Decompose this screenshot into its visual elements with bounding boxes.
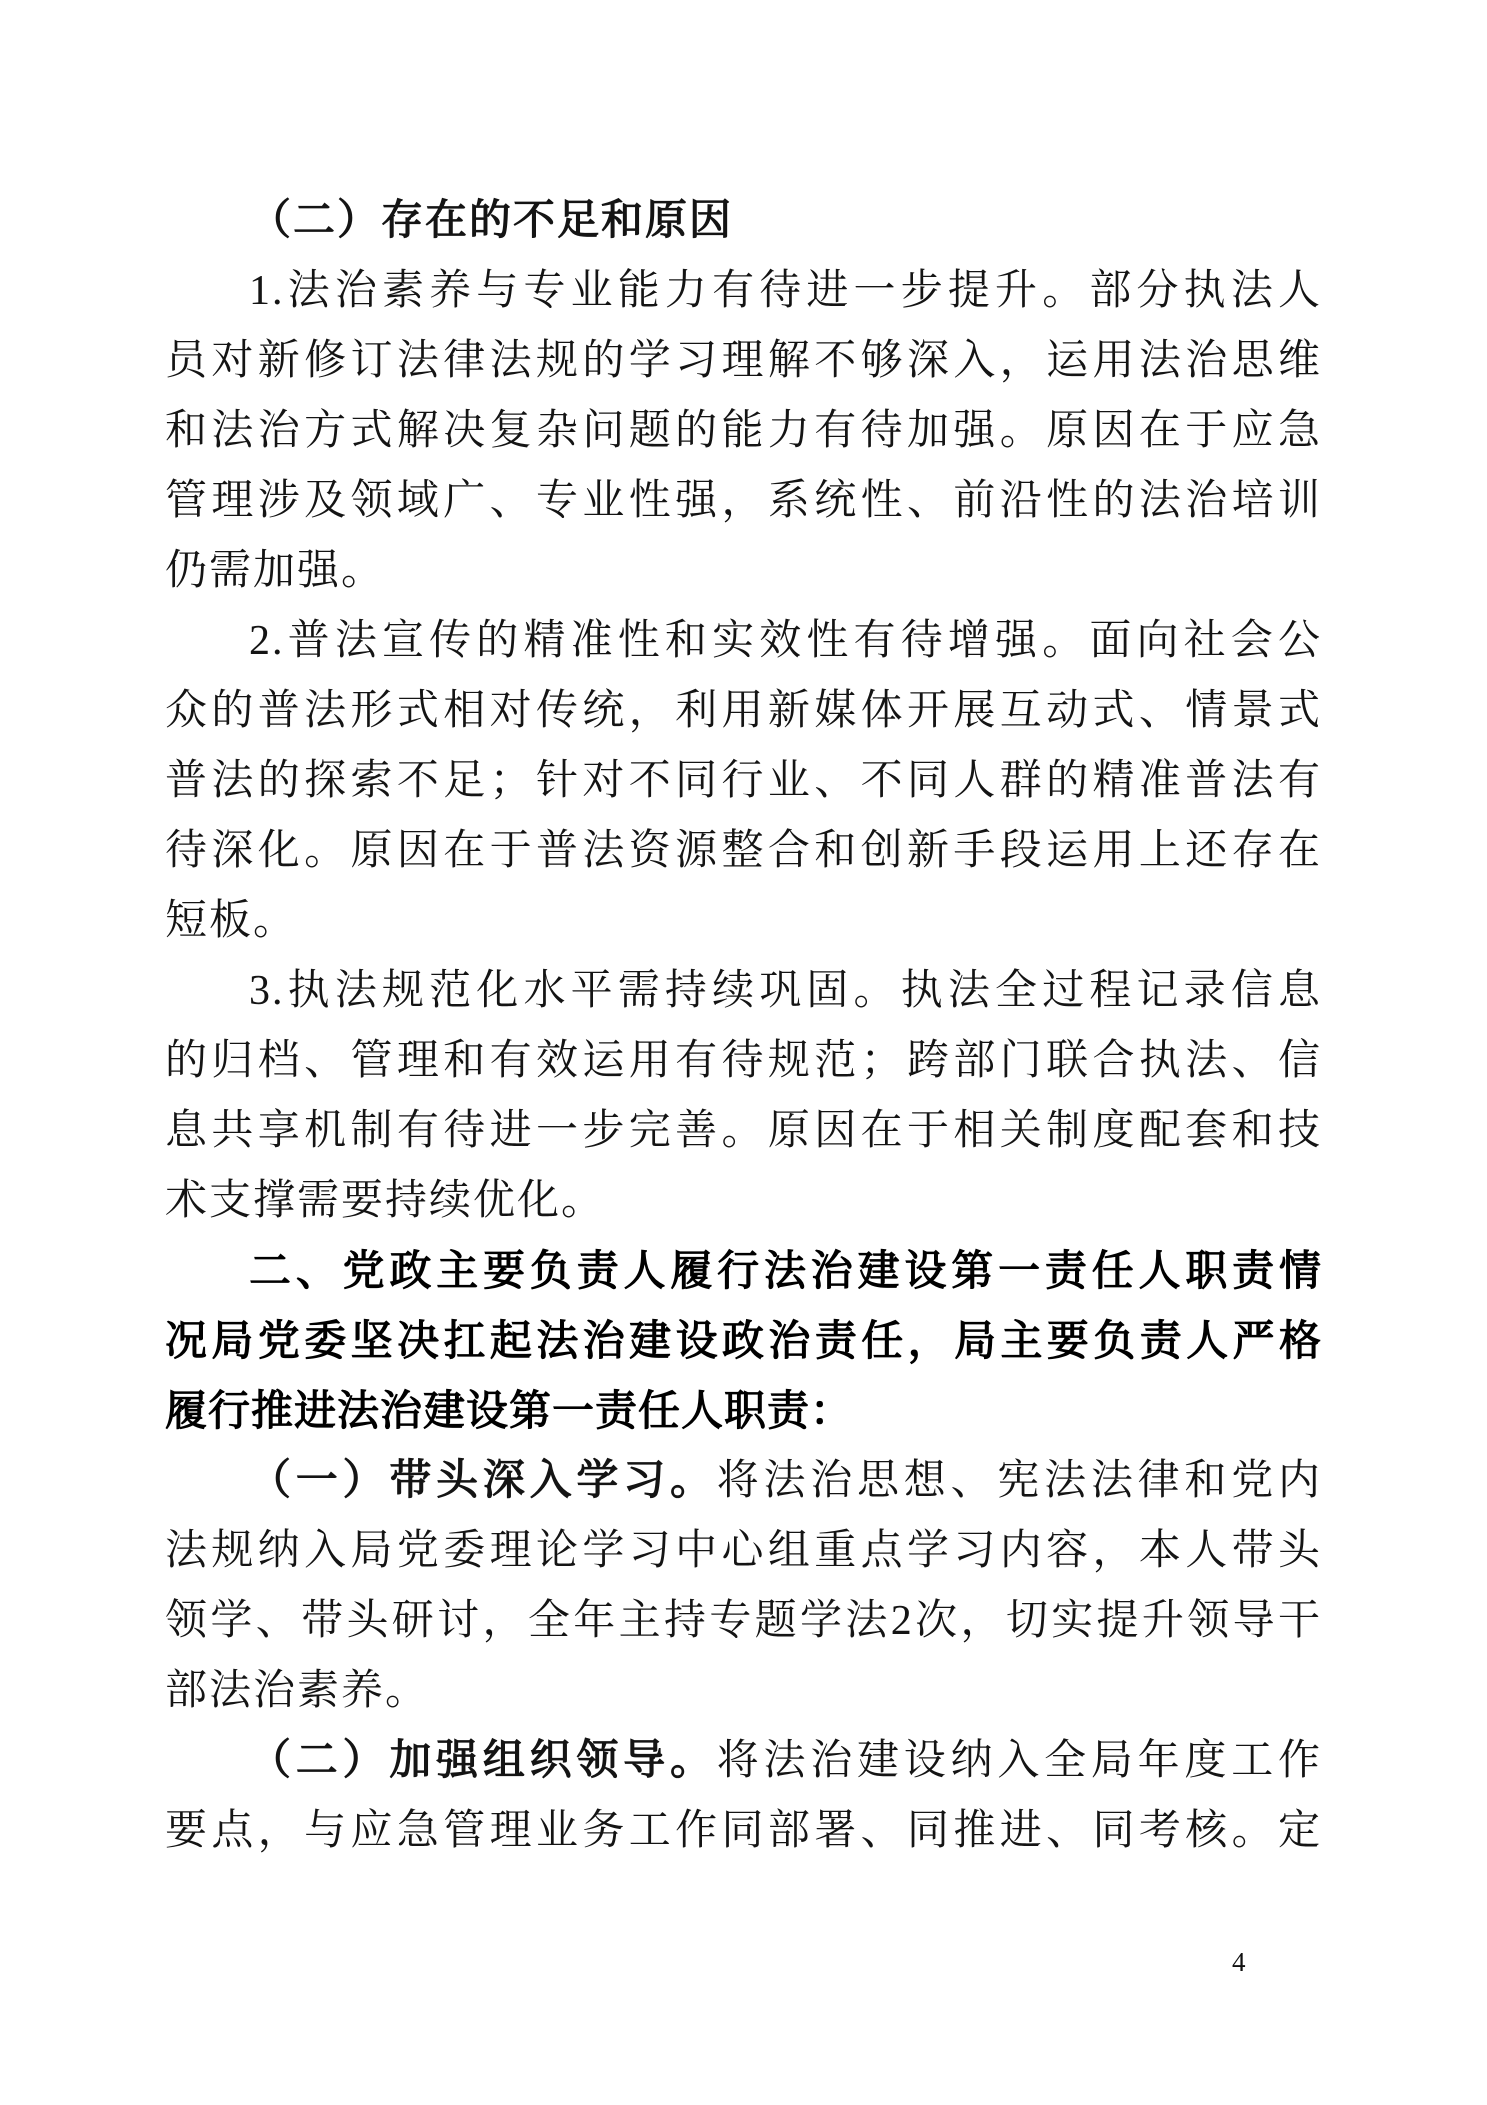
item-2-line [165,1726,1322,1796]
paragraph-2-line: 短板。 [165,898,298,944]
paragraph-1-line: 员对新修订法律法规的学习理解不够深入，运用法治思维 [165,338,1322,384]
paragraph-3-line: 3.执法规范化水平需持续巩固。执法全过程记录信息 [249,968,1322,1014]
item-1-line [165,1446,1322,1516]
section-heading-line: 履行推进法治建设第一责任人职责： [165,1387,854,1434]
section-heading-line: 况局党委坚决扛起法治建设政治责任，局主要负责人严格 [165,1317,1322,1364]
item-2-line: 要点，与应急管理业务工作同部署、同推进、同考核。定 [165,1808,1322,1854]
item-1-line: 法规纳入局党委理论学习中心组重点学习内容，本人带头 [165,1528,1322,1574]
page-number: 4 [1232,1947,1246,1977]
item-1-line: 领学、带头研讨，全年主持专题学法2次，切实提升领导干 [165,1598,1322,1644]
paragraph-1-line: 仍需加强。 [165,548,386,594]
paragraph-1-line: 管理涉及领域广、专业性强，系统性、前沿性的法治培训 [165,478,1322,524]
item-2-lead: （二）加强组织领导。 [249,1738,717,1784]
paragraph-3-line: 息共享机制有待进一步完善。原因在于相关制度配套和技 [165,1108,1322,1154]
item-2-text: 将法治建设纳入全局年度工作 [716,1738,1322,1784]
subheading-shortcomings: （二）存在的不足和原因 [249,198,734,244]
item-1-lead: （一）带头深入学习。 [249,1458,717,1504]
paragraph-2-line: 待深化。原因在于普法资源整合和创新手段运用上还存在 [165,828,1322,874]
paragraph-2-line: 众的普法形式相对传统，利用新媒体开展互动式、情景式 [165,688,1322,734]
section-heading-line: 二、党政主要负责人履行法治建设第一责任人职责情 [249,1247,1322,1294]
paragraph-3-line: 的归档、管理和有效运用有待规范；跨部门联合执法、信 [165,1038,1322,1084]
paragraph-1-line: 1.法治素养与专业能力有待进一步提升。部分执法人 [249,268,1322,314]
paragraph-2-line: 2.普法宣传的精准性和实效性有待增强。面向社会公 [249,618,1322,664]
paragraph-2-line: 普法的探索不足；针对不同行业、不同人群的精准普法有 [165,758,1322,804]
document-body [165,186,1322,1866]
item-1-line: 部法治素养。 [165,1668,430,1714]
paragraph-1-line: 和法治方式解决复杂问题的能力有待加强。原因在于应急 [165,408,1322,454]
paragraph-3-line: 术支撑需要持续优化。 [165,1178,606,1224]
item-1-text: 将法治思想、宪法法律和党内 [716,1458,1322,1504]
